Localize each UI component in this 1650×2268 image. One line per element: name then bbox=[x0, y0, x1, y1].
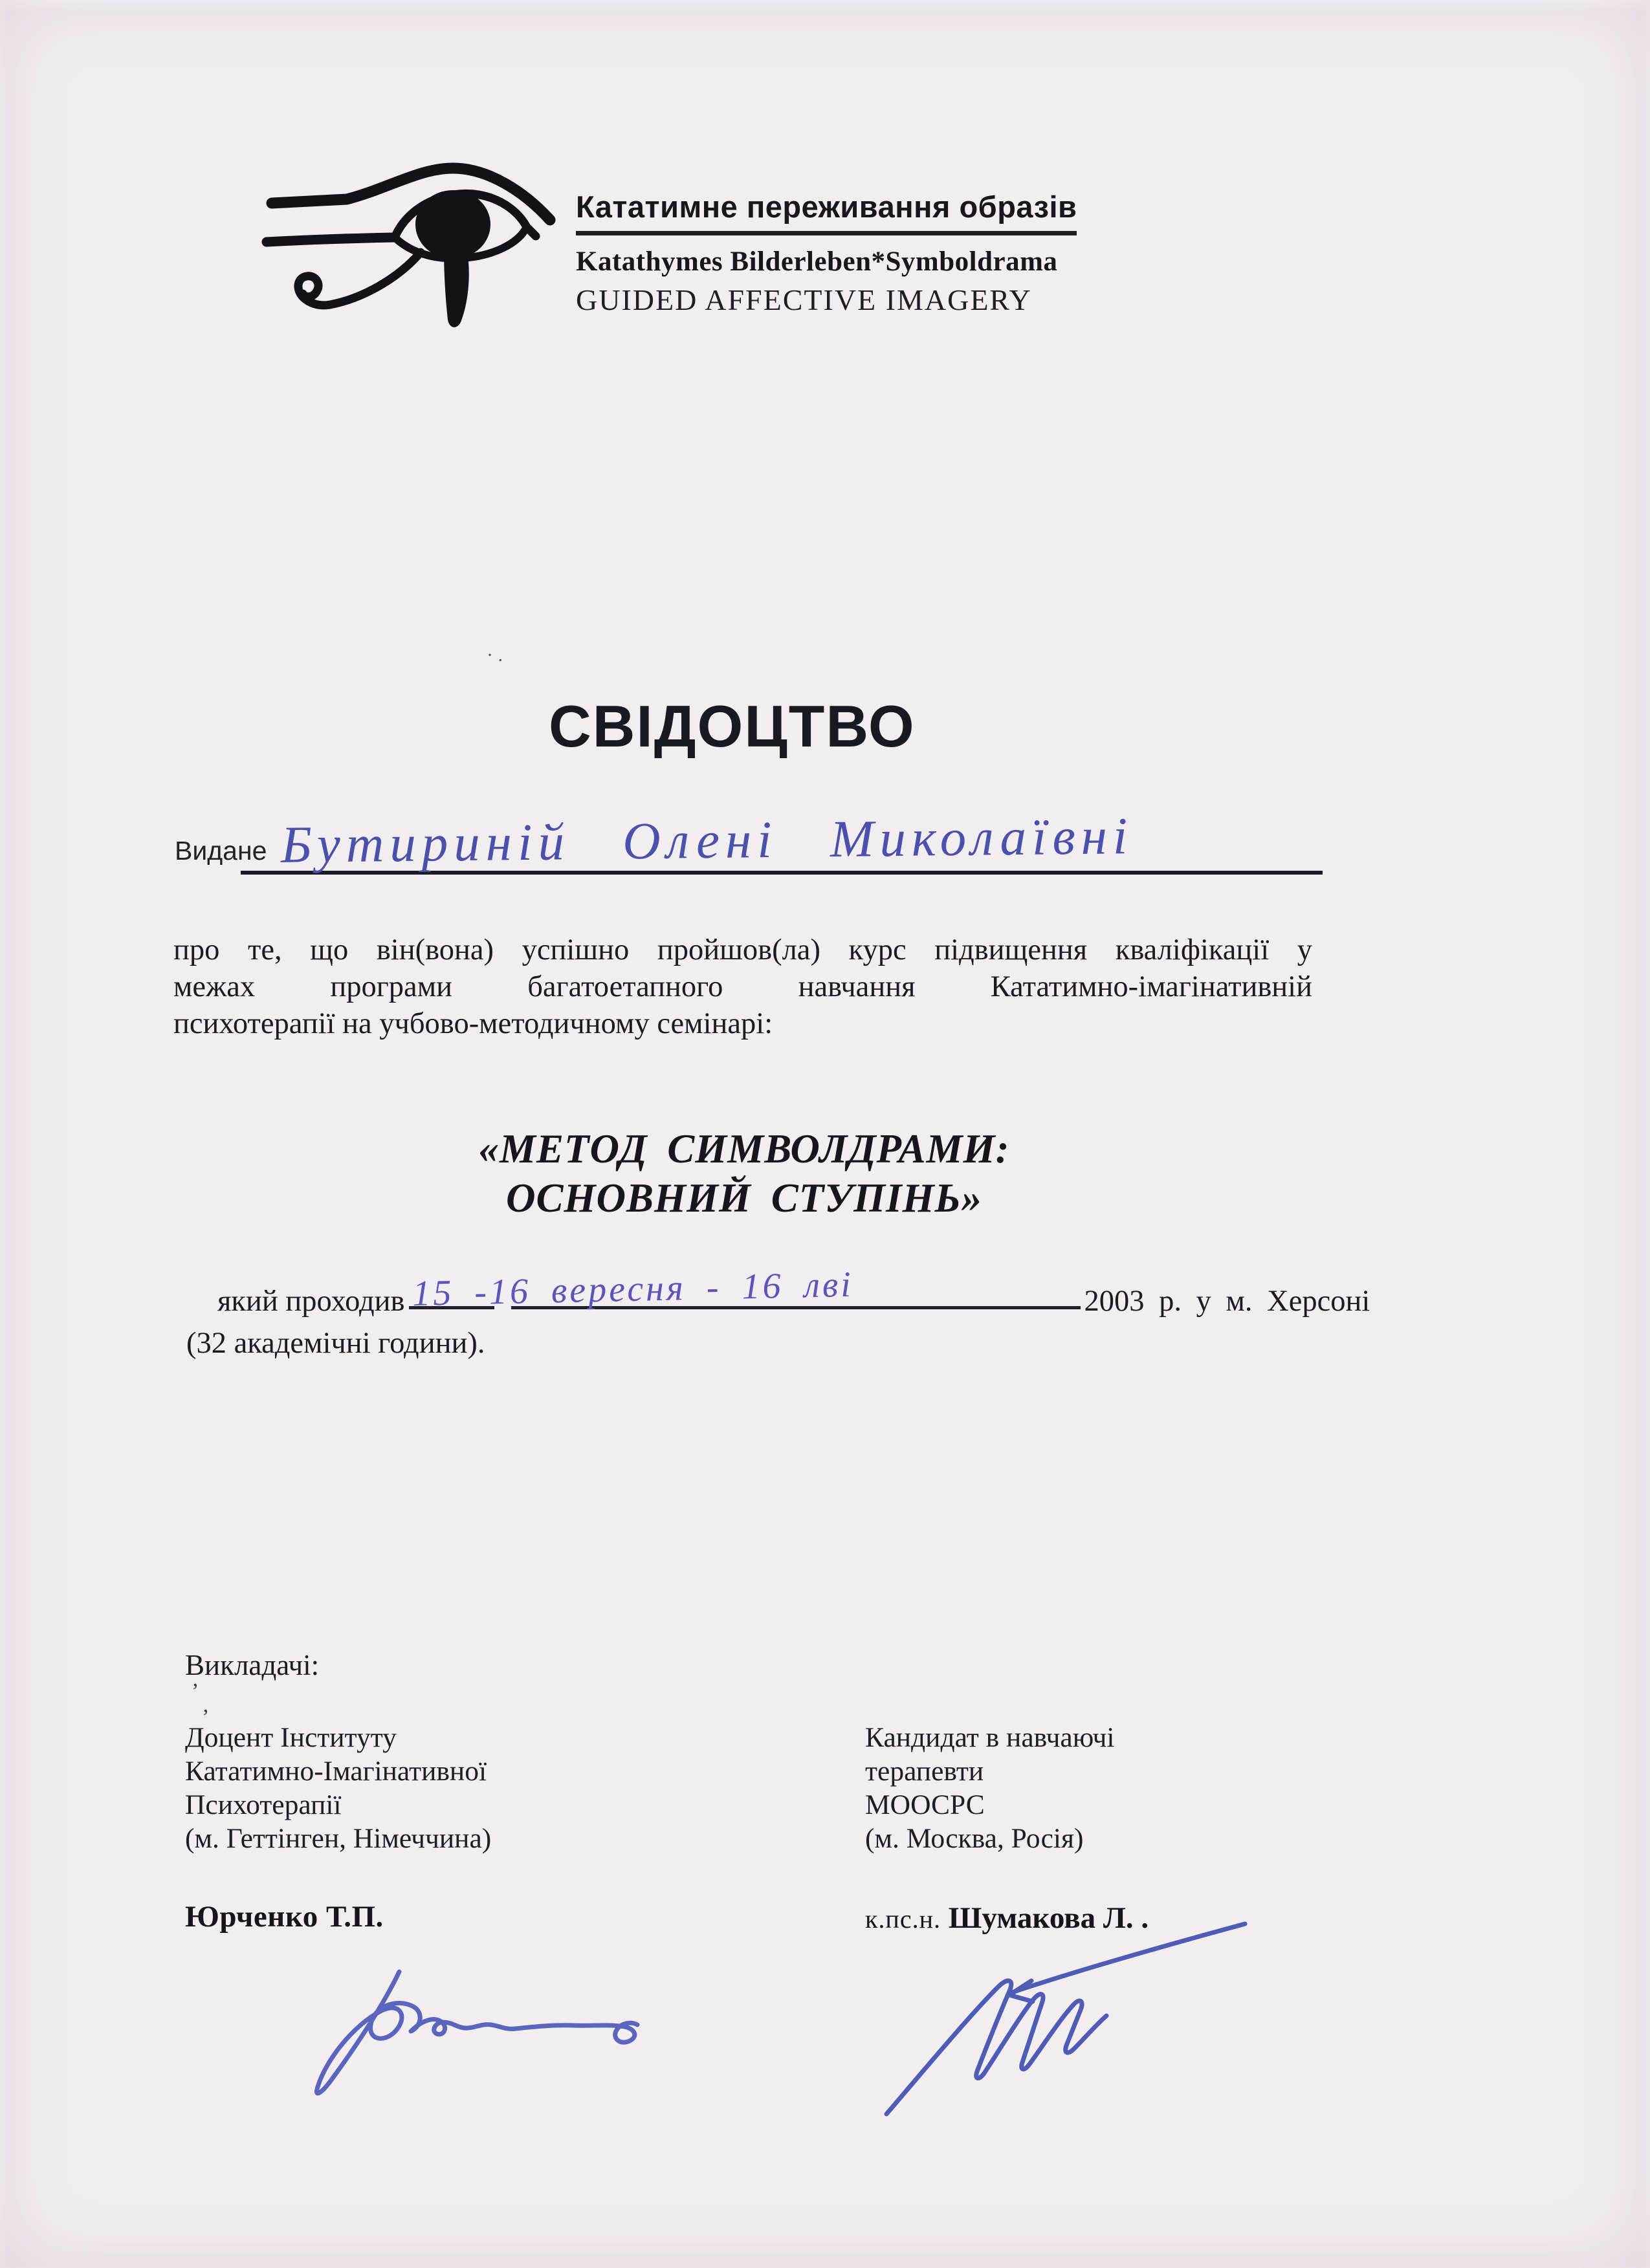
teachers-heading: Викладачі: bbox=[185, 1649, 320, 1681]
certificate-title: СВІДОЦТВО bbox=[549, 694, 916, 759]
affiliation-line: Психотерапії bbox=[185, 1789, 342, 1820]
body-line-2: межах програми багатоетапного навчання Кататимно-імагінативній bbox=[173, 970, 1312, 1003]
affiliation-line: Кататимно-Імагінативної bbox=[185, 1756, 487, 1787]
course-title bbox=[175, 1124, 1314, 1223]
header-title-uk: Кататимне переживання образів bbox=[576, 189, 1077, 235]
teacher-left-name: Юрченко Т.П. bbox=[185, 1900, 384, 1934]
affiliation-line: терапевти bbox=[865, 1756, 984, 1787]
header-title-international: Katathymes Bilderleben*Symboldrama bbox=[576, 246, 1058, 277]
yurchenko-signature bbox=[249, 1964, 663, 2113]
teacher-right-name-bold: Шумакова Л. . bbox=[948, 1901, 1149, 1935]
recipient-handwritten-name: Бутириній Олені Миколаївні bbox=[280, 807, 1134, 874]
scan-speck: ’ bbox=[192, 1679, 199, 1703]
shumakova-signature bbox=[868, 1916, 1257, 2130]
header-title-english: GUIDED AFFECTIVE IMAGERY bbox=[576, 283, 1032, 316]
eye-of-horus-icon bbox=[258, 160, 569, 336]
certificate-body bbox=[173, 932, 1312, 1042]
scan-speck: ’ bbox=[202, 1705, 210, 1729]
affiliation-line: Доцент Інституту bbox=[185, 1722, 397, 1753]
held-label: який проходив bbox=[217, 1285, 405, 1318]
dates-underline bbox=[409, 1264, 1081, 1314]
year-and-place: 2003 р. у м. Херсоні bbox=[1084, 1285, 1370, 1318]
teacher-left-affiliation bbox=[185, 1721, 677, 1855]
teacher-right-name-prefix: к.пс.н. bbox=[865, 1904, 941, 1934]
academic-hours: (32 академічні години). bbox=[186, 1327, 485, 1360]
body-line-3: психотерапії на учбово-методичному семінарі: bbox=[173, 1007, 773, 1040]
course-title-line-2: ОСНОВНИЙ СТУПІНЬ» bbox=[505, 1175, 983, 1221]
scan-speck: · . bbox=[487, 644, 503, 666]
dates-handwritten: 15 -16 вересня - 16 лві bbox=[412, 1264, 853, 1314]
affiliation-line: Кандидат в навчаючі bbox=[865, 1722, 1115, 1753]
affiliation-line: (м. Геттінген, Німеччина) bbox=[185, 1823, 492, 1854]
body-line-1: про те, що він(вона) успішно пройшов(ла) курс підвищення кваліфікації у bbox=[173, 933, 1312, 966]
course-title-line-1: «МЕТОД СИМВОЛДРАМИ: bbox=[478, 1126, 1010, 1172]
teacher-right-affiliation bbox=[865, 1721, 1357, 1855]
course-dates-row bbox=[217, 1264, 1370, 1318]
affiliation-line: (м. Москва, Росія) bbox=[865, 1823, 1084, 1854]
affiliation-line: МООСРС bbox=[865, 1789, 985, 1820]
header-block bbox=[576, 189, 1301, 317]
issued-label: Видане bbox=[175, 836, 267, 866]
recipient-underline bbox=[241, 796, 1323, 875]
